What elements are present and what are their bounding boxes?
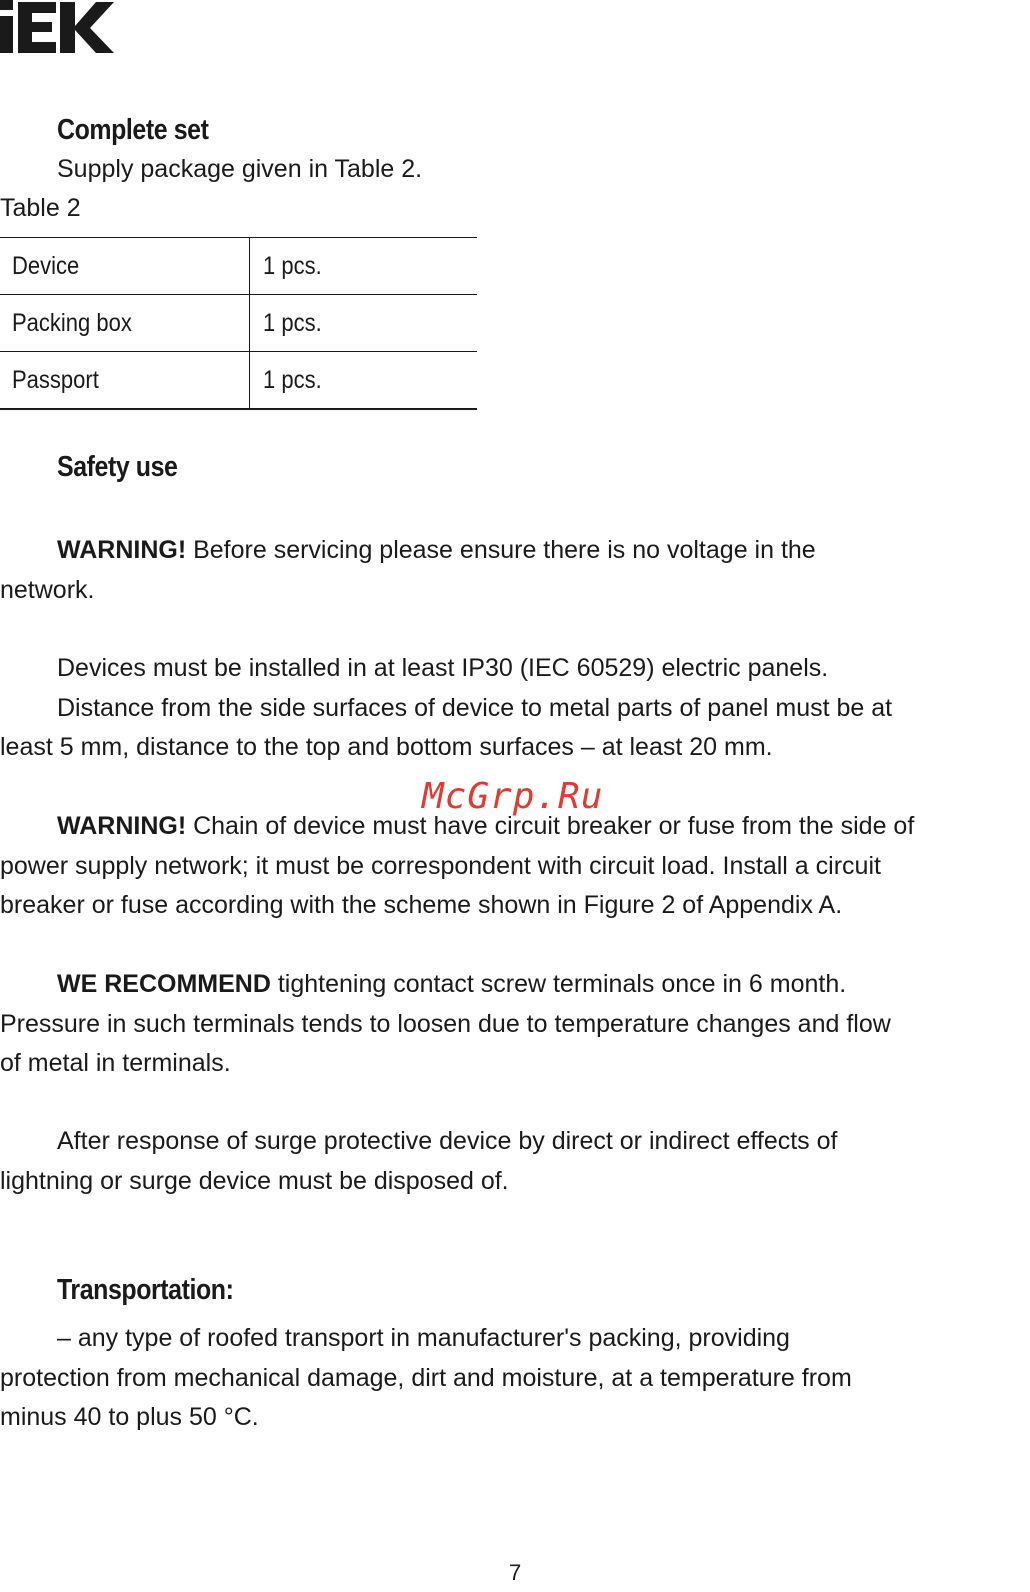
warning-label: WARNING!: [57, 536, 187, 564]
warning-label: WARNING!: [57, 812, 187, 840]
watermark: McGrp.Ru: [422, 776, 604, 817]
warning-2-line-2: power supply network; it must be correspondent with circuit load. Install a circuit: [0, 851, 881, 880]
warning-paragraph-1: [0, 531, 816, 610]
warning-1-line-2: network.: [0, 575, 95, 604]
warning-2-line-3: breaker or fuse according with the scheme shown in Figure 2 of Appendix A.: [0, 891, 843, 919]
install-line: Devices must be installed in at least IP30 (IEC 60529) electric panels.: [57, 654, 829, 682]
recommend-label: WE RECOMMEND: [57, 970, 271, 998]
transportation-paragraph: [0, 1319, 852, 1438]
warning-paragraph-2: [0, 807, 914, 926]
transport-line-1: – any type of roofed transport in manufacturer's packing, providing: [57, 1324, 790, 1352]
transportation-heading: Transportation:: [57, 1274, 234, 1306]
table-row: [0, 295, 477, 352]
recommend-line-1: WE RECOMMEND tightening contact screw terminals once in 6 month.: [57, 970, 847, 998]
table-cell-item: Passport: [0, 352, 250, 410]
table-cell-item: Device: [0, 238, 250, 295]
recommend-paragraph: [0, 965, 891, 1084]
recommend-line-2: Pressure in such terminals tends to loosen due to temperature changes and flow: [0, 1009, 891, 1038]
supply-table: [0, 237, 477, 410]
installation-paragraph: [0, 649, 892, 768]
table-cell-qty: 1 pcs.: [250, 238, 478, 295]
surge-line-2: lightning or surge device must be disposed of.: [0, 1166, 509, 1195]
logo-glyphs: [0, 0, 114, 53]
distance-line-1: Distance from the side surfaces of device to metal parts of panel must be at: [57, 693, 893, 722]
iek-logo: [0, 0, 114, 56]
surge-line-1: After response of surge protective device by direct or indirect effects of: [57, 1127, 838, 1155]
table-cell-item: Packing box: [0, 295, 250, 352]
safety-heading: Safety use: [57, 451, 178, 483]
warning-1-line-1: WARNING! Before servicing please ensure there is no voltage in the: [57, 536, 816, 564]
surge-paragraph: [0, 1122, 837, 1201]
warning-2-line-1: WARNING! Chain of device must have circuit breaker or fuse from the side of: [57, 812, 915, 840]
table-cell-qty: 1 pcs.: [250, 352, 478, 410]
distance-line-2: least 5 mm, distance to the top and bottom surfaces – at least 20 mm.: [0, 733, 773, 761]
transport-line-2: protection from mechanical damage, dirt and moisture, at a temperature from: [0, 1363, 852, 1392]
table-row: [0, 238, 477, 295]
recommend-line-3: of metal in terminals.: [0, 1049, 231, 1077]
transport-line-3: minus 40 to plus 50 °C.: [0, 1403, 259, 1431]
page-number: 7: [509, 1560, 522, 1585]
table-cell-qty: 1 pcs.: [250, 295, 478, 352]
supply-intro: Supply package given in Table 2.: [57, 155, 423, 183]
table-caption: Table 2: [0, 194, 81, 222]
complete-set-heading: Complete set: [57, 114, 209, 146]
table-row: [0, 352, 477, 410]
